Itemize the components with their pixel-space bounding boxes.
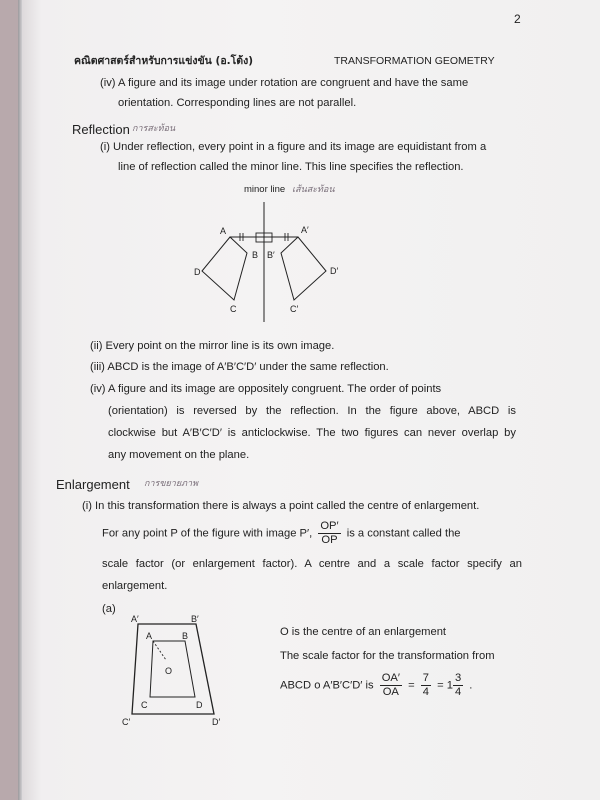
mixed-number-whole: 1 <box>446 679 453 692</box>
equation-prefix: ABCD o A′B′C′D′ is <box>280 679 374 692</box>
label-B-prime: B′ <box>191 614 199 624</box>
enlargement-diagram <box>118 612 248 732</box>
quadrilateral-ABCD <box>202 237 247 300</box>
minor-line-handwritten: เส้นสะท้อน <box>292 185 335 195</box>
document-page <box>18 0 600 800</box>
quadrilateral-ABCD <box>150 641 195 697</box>
value-fraction <box>421 672 431 699</box>
reflection-i-line2: line of reflection called the minor line. This line specifies the reflection. <box>118 161 464 173</box>
rotation-iv-line1: (iv) A figure and its image under rotation are congruent and have the same <box>100 77 469 89</box>
fraction-denominator: OP <box>321 533 338 546</box>
enlargement-i-line4: enlargement. <box>102 580 168 592</box>
label-A: A <box>146 631 153 641</box>
example-a-label: (a) <box>102 603 116 615</box>
label-D: D <box>194 267 201 277</box>
label-C-prime: C′ <box>290 304 299 314</box>
mixed-numerator: 3 <box>454 672 462 684</box>
label-A-prime: A′ <box>131 614 139 624</box>
enlargement-i-line2-pre: For any point P of the figure with image P′, <box>102 527 313 540</box>
reflection-i-line1: (i) Under reflection, every point in a figure and its image are equidistant from a <box>100 141 487 153</box>
enlargement-i-line3: scale factor (or enlargement factor). A centre and a scale factor specify an <box>102 558 522 570</box>
label-B: B <box>182 631 189 641</box>
scale-factor-equation <box>280 672 472 699</box>
rotation-iv-line2: orientation. Corresponding lines are not parallel. <box>118 97 357 109</box>
quadrilateral-A1B1C1D1 <box>281 237 326 300</box>
label-O: O <box>165 666 173 676</box>
reflection-heading: Reflection <box>72 122 130 137</box>
label-B-prime: B′ <box>267 250 275 260</box>
label-A: A <box>220 226 227 236</box>
enlargement-note-2: The scale factor for the transformation from <box>280 650 495 662</box>
reflection-iii: (iii) ABCD is the image of A′B′C′D′ under the same reflection. <box>90 361 389 373</box>
label-C: C <box>141 700 148 710</box>
reflection-iv-line4: any movement on the plane. <box>108 449 250 461</box>
label-A-prime: A′ <box>301 225 309 235</box>
reflection-iv-line2: (orientation) is reversed by the reflection. In the figure above, ABCD is <box>108 405 516 417</box>
label-B: B <box>252 250 259 260</box>
label-C: C <box>230 304 237 314</box>
fraction-numerator: OP′ <box>320 520 339 532</box>
reflection-iv-line3: clockwise but A′B′C′D′ is anticlockwise. The two figures can never overlap by <box>108 427 516 439</box>
equals-sign-2: = <box>437 679 444 692</box>
label-D-prime: D′ <box>330 266 339 276</box>
reflection-iv-line1: (iv) A figure and its image are oppositely congruent. The order of points <box>90 383 442 395</box>
equals-sign-1: = <box>408 679 415 692</box>
ratio-numerator: OA′ <box>381 672 400 684</box>
page-number: 2 <box>514 12 521 26</box>
value-numerator: 7 <box>422 672 429 684</box>
enlargement-i-line2 <box>102 520 461 547</box>
ratio-fraction <box>380 672 402 699</box>
page-edge-shadow <box>18 0 22 800</box>
reflection-ii: (ii) Every point on the mirror line is its own image. <box>90 340 335 352</box>
mixed-denominator: 4 <box>454 685 462 698</box>
mixed-number-fraction <box>453 672 463 699</box>
reflection-handwritten-note: การสะท้อน <box>132 124 176 134</box>
centre-to-A-dashed-line <box>153 641 166 660</box>
ratio-denominator: OA <box>382 685 399 698</box>
minor-line-caption: minor line <box>244 184 286 195</box>
reflection-diagram <box>168 196 368 326</box>
enlargement-heading: Enlargement <box>56 477 130 492</box>
label-D: D <box>196 700 203 710</box>
equation-period: . <box>469 679 473 692</box>
label-D-prime: C′ <box>122 717 131 727</box>
enlargement-note-1: O is the centre of an enlargement <box>280 626 447 638</box>
label-C-prime: D′ <box>212 717 221 727</box>
enlargement-i-line1: (i) In this transformation there is always a point called the centre of enlargement. <box>82 500 480 512</box>
scale-factor-fraction <box>318 520 340 547</box>
header-left: คณิตศาสตร์สำหรับการแข่งขัน (อ.โต้ง) <box>74 55 253 67</box>
header-right: TRANSFORMATION GEOMETRY <box>334 55 495 67</box>
enlargement-i-line2-post: is a constant called the <box>346 527 461 540</box>
value-denominator: 4 <box>422 685 429 698</box>
enlargement-handwritten-note: การขยายภาพ <box>144 479 199 489</box>
